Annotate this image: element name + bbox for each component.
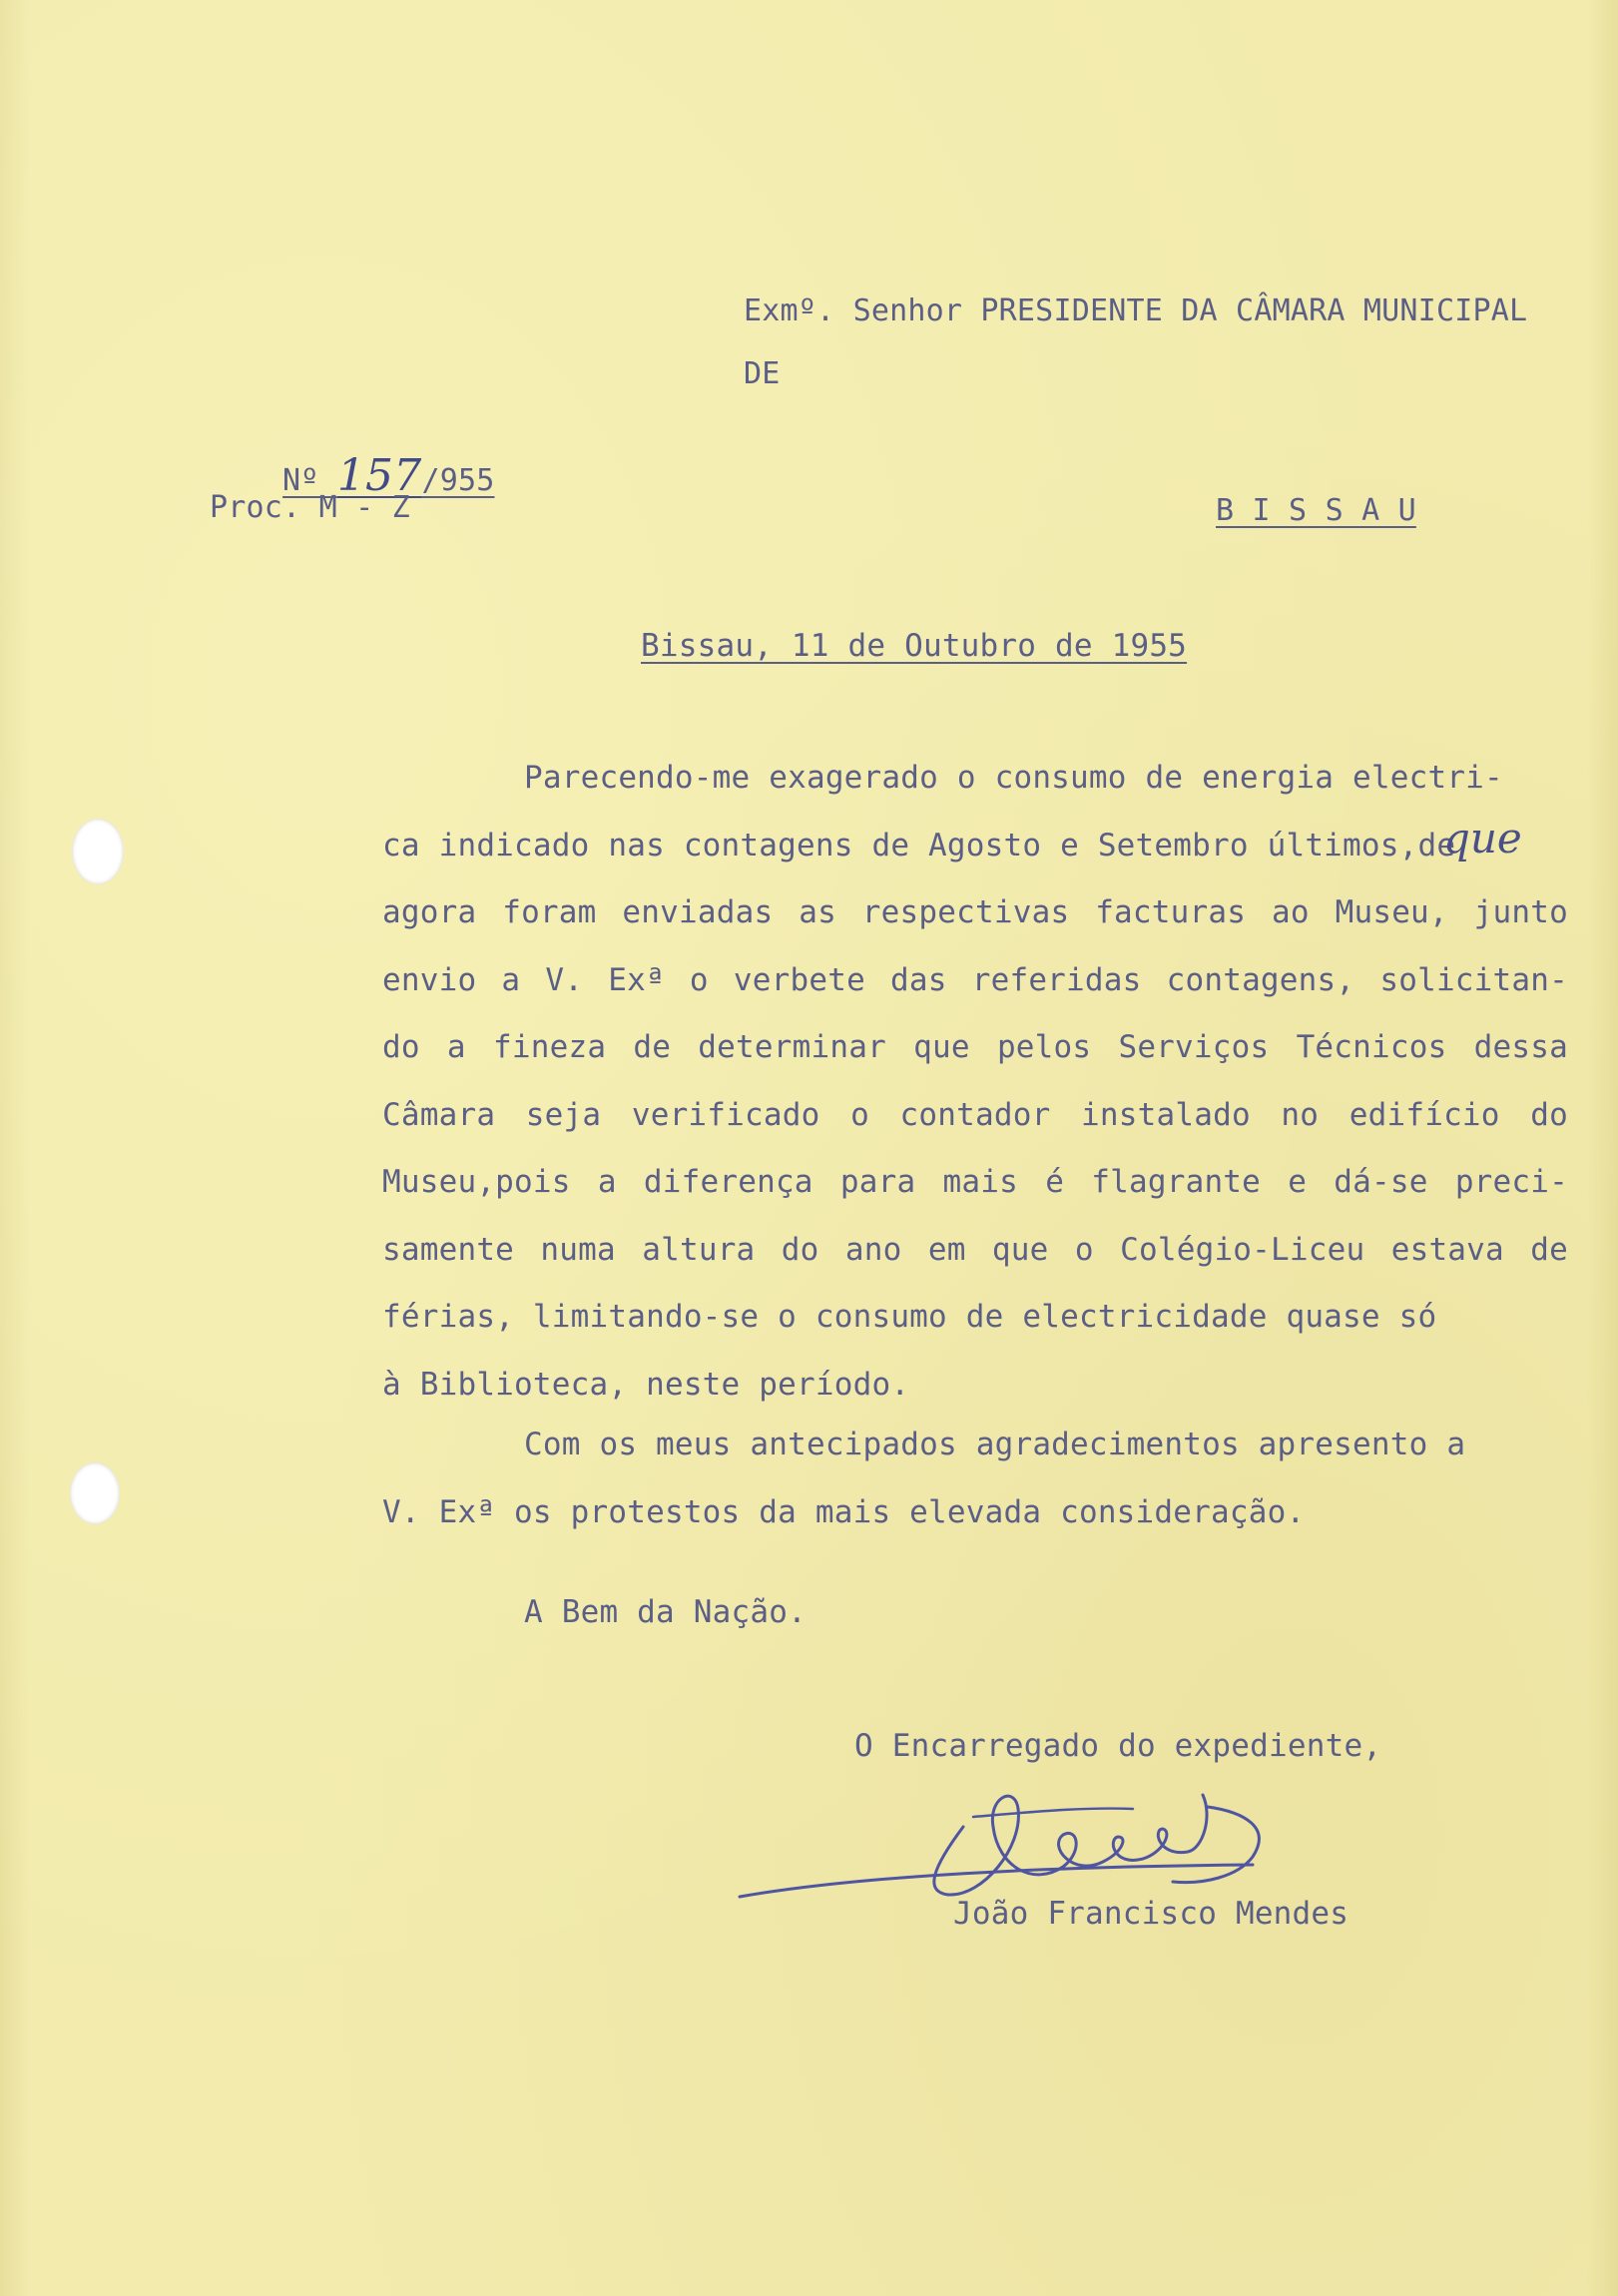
body-line: Câmara seja verificado o contador instalado no edifício do xyxy=(382,1097,1568,1133)
closing-formula: A Bem da Nação. xyxy=(524,1594,807,1630)
addressee-de: DE xyxy=(744,356,781,391)
body-line: V. Exª os protestos da mais elevada consideração. xyxy=(382,1494,1306,1530)
body-line: ca indicado nas contagens de Agosto e Setembro últimos,de xyxy=(382,828,1456,863)
reference-number-handwritten: 157 xyxy=(336,450,422,501)
signature-role: O Encarregado do expediente, xyxy=(854,1728,1382,1764)
process-reference: Proc. M - Z xyxy=(210,490,410,525)
body-line: férias, limitando-se o consumo de electricidade quase só xyxy=(382,1299,1437,1335)
body-line: Museu,pois a diferença para mais é flagrante e dá-se preci- xyxy=(382,1164,1568,1200)
addressee-line: Exmº. Senhor PRESIDENTE DA CÂMARA MUNICIPAL xyxy=(744,293,1528,328)
punch-hole-bottom xyxy=(70,1462,120,1524)
punch-hole-top xyxy=(72,819,124,884)
reference-number-suffix: /955 xyxy=(421,463,495,498)
body-line: agora foram enviadas as respectivas facturas ao Museu, junto xyxy=(382,894,1568,930)
reference-number-prefix: Nº xyxy=(282,463,337,498)
signatory-name: João Francisco Mendes xyxy=(953,1896,1349,1932)
body-line: do a fineza de determinar que pelos Serviços Técnicos dessa xyxy=(382,1029,1568,1065)
body-line: samente numa altura do ano em que o Colégio-Liceu estava de xyxy=(382,1232,1568,1268)
body-line: Com os meus antecipados agradecimentos apresento a xyxy=(524,1427,1466,1462)
body-line: envio a V. Exª o verbete das referidas contagens, solicitan- xyxy=(382,962,1568,998)
body-line: Parecendo-me exagerado o consumo de energia electri- xyxy=(524,760,1503,796)
body-line: à Biblioteca, neste período. xyxy=(382,1367,910,1403)
addressee-city: B I S S A U xyxy=(1216,493,1416,528)
handwritten-insert: que xyxy=(1443,814,1522,862)
letter-date: Bissau, 11 de Outubro de 1955 xyxy=(641,628,1188,664)
